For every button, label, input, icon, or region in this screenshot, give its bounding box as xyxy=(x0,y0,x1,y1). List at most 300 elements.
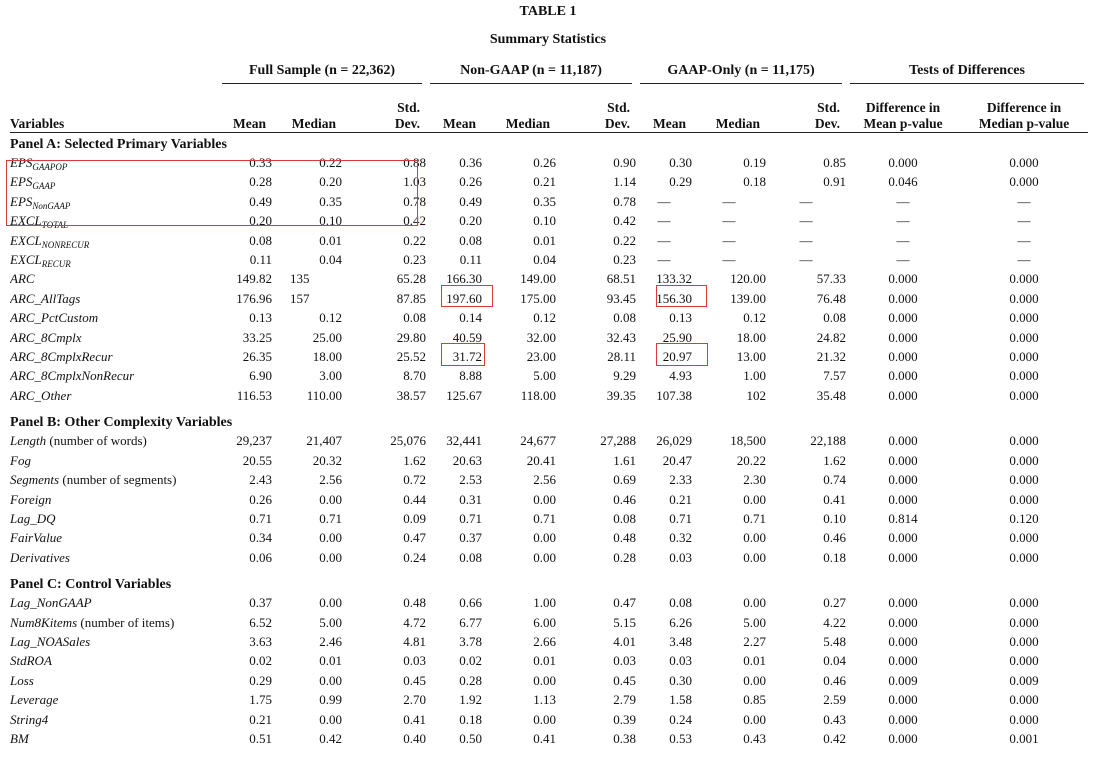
variable-name: $EXCL_{RECUR}$ xyxy=(10,252,71,270)
table-row xyxy=(10,729,1088,748)
cell-go-median: — xyxy=(722,252,736,268)
cell-go-median: 0.43 xyxy=(743,730,767,746)
cell-ng-std: 93.45 xyxy=(606,290,637,306)
cell-diff-median-p: 0.000 xyxy=(1009,452,1039,468)
cell-ng-median: 0.26 xyxy=(533,155,557,170)
cell-ng-mean: 0.14 xyxy=(459,310,483,326)
cell-full-std: 0.23 xyxy=(403,252,427,268)
cell-go-std: 0.43 xyxy=(823,711,847,727)
cell-ng-mean: 0.02 xyxy=(459,653,483,669)
cell-full-mean: 0.20 xyxy=(249,213,272,229)
cell-full-median: 0.71 xyxy=(319,510,342,526)
cell-full-median: 0.00 xyxy=(319,711,342,727)
cell-go-std: 7.57 xyxy=(823,368,847,384)
cell-full-mean: 2.43 xyxy=(249,472,272,488)
cell-ng-mean: 197.60 xyxy=(446,290,483,306)
cell-diff-median-p: 0.000 xyxy=(1009,368,1039,384)
cell-diff-mean-p: 0.000 xyxy=(888,433,918,449)
cell-diff-median-p: 0.000 xyxy=(1009,155,1039,170)
variable-name: Fog xyxy=(10,452,31,468)
cell-full-std: 29.80 xyxy=(396,329,427,345)
cell-ng-std: 0.38 xyxy=(613,730,637,746)
cell-full-mean: 6.52 xyxy=(249,614,272,630)
group-full-sample: Full Sample (n = 22,362) xyxy=(218,60,426,86)
variable-name: FairValue xyxy=(10,530,62,546)
panel-header-row xyxy=(10,133,1088,154)
cell-ng-std: 39.35 xyxy=(606,387,637,403)
cell-ng-median: 0.04 xyxy=(533,252,557,268)
table-row xyxy=(10,528,1088,547)
cell-full-std: 0.72 xyxy=(403,472,427,488)
cell-go-mean: — xyxy=(657,213,671,229)
cell-ng-median: 175.00 xyxy=(520,290,557,306)
cell-diff-mean-p: 0.000 xyxy=(888,368,918,384)
cell-diff-mean-p: 0.046 xyxy=(888,174,918,190)
cell-full-mean: 0.33 xyxy=(249,155,272,170)
group-non-gaap: Non-GAAP (n = 11,187) xyxy=(426,60,636,86)
cell-ng-median: 0.00 xyxy=(533,549,557,565)
cell-go-mean: 1.58 xyxy=(669,692,693,708)
cell-full-mean: 20.55 xyxy=(242,452,272,468)
cell-ng-mean: 0.31 xyxy=(459,491,483,507)
cell-ng-std: 9.29 xyxy=(613,368,637,384)
cell-ng-std: 1.61 xyxy=(613,452,637,468)
table-row xyxy=(10,632,1088,651)
group-gaap-only: GAAP-Only (n = 11,175) xyxy=(636,60,846,86)
cell-full-std: 0.78 xyxy=(403,193,427,209)
cell-go-mean: 0.24 xyxy=(669,711,693,727)
cell-full-std: 0.40 xyxy=(403,730,427,746)
table-row xyxy=(10,269,1088,288)
highlight-box-arc-nongaap xyxy=(441,285,493,307)
cell-go-mean: 0.03 xyxy=(669,653,693,669)
cell-go-mean: 0.71 xyxy=(669,510,693,526)
cell-full-median: 2.46 xyxy=(319,633,342,649)
cell-ng-mean: 0.37 xyxy=(459,530,483,546)
group-tests-of-differences: Tests of Differences xyxy=(846,60,1088,86)
col-median: Median xyxy=(692,86,766,133)
col-variables: Variables xyxy=(10,86,218,133)
cell-go-mean: 6.26 xyxy=(669,614,693,630)
cell-go-median: 102 xyxy=(746,387,767,403)
cell-full-std: 1.03 xyxy=(403,174,427,190)
cell-diff-mean-p: 0.000 xyxy=(888,653,918,669)
cell-go-median: 0.01 xyxy=(743,653,767,669)
cell-full-std: 0.44 xyxy=(403,491,427,507)
cell-full-mean: 0.37 xyxy=(249,595,272,611)
cell-ng-std: 0.08 xyxy=(613,310,637,326)
col-std-dev: Std. Dev. xyxy=(342,86,426,133)
cell-diff-mean-p: 0.000 xyxy=(888,711,918,727)
cell-go-mean: 3.48 xyxy=(669,633,693,649)
cell-diff-mean-p: — xyxy=(896,232,910,248)
variable-name: ARC_AllTags xyxy=(10,290,81,306)
cell-diff-median-p: 0.000 xyxy=(1009,711,1039,727)
panel-title: Panel A: Selected Primary Variables xyxy=(10,137,227,152)
table-row xyxy=(10,593,1088,612)
cell-full-mean: 0.02 xyxy=(249,653,272,669)
cell-ng-median: 23.00 xyxy=(526,349,557,365)
cell-full-median: 0.99 xyxy=(319,692,342,708)
variable-name: ARC_8CmplxNonRecur xyxy=(10,368,135,384)
table-row xyxy=(10,289,1088,308)
cell-full-mean: 0.08 xyxy=(249,232,272,248)
variable-name: StdROA xyxy=(10,653,52,669)
cell-ng-mean: 0.49 xyxy=(459,193,483,209)
cell-full-mean: 1.75 xyxy=(249,692,272,708)
cell-diff-mean-p: 0.000 xyxy=(888,155,918,170)
cell-full-mean: 29,237 xyxy=(236,433,272,449)
cell-go-median: 2.27 xyxy=(743,633,767,649)
cell-go-std: 0.27 xyxy=(823,595,847,611)
cell-ng-mean: 0.08 xyxy=(459,549,483,565)
cell-go-mean: — xyxy=(657,193,671,209)
cell-full-std: 2.70 xyxy=(403,692,427,708)
cell-full-median: 21,407 xyxy=(306,433,342,449)
cell-ng-std: 68.51 xyxy=(606,271,637,287)
cell-ng-median: 2.66 xyxy=(533,633,557,649)
cell-ng-mean: 0.26 xyxy=(459,174,483,190)
cell-go-mean: 0.03 xyxy=(669,549,693,565)
cell-full-mean: 0.06 xyxy=(249,549,272,565)
cell-full-mean: 116.53 xyxy=(236,387,272,403)
cell-full-median: 0.01 xyxy=(319,653,342,669)
cell-ng-std: 28.11 xyxy=(607,349,637,365)
cell-go-median: 0.00 xyxy=(743,491,767,507)
cell-ng-median: 0.12 xyxy=(533,310,557,326)
cell-diff-mean-p: 0.000 xyxy=(888,491,918,507)
cell-diff-mean-p: 0.009 xyxy=(888,672,918,688)
cell-ng-median: 149.00 xyxy=(520,271,557,287)
cell-diff-median-p: 0.000 xyxy=(1009,310,1039,326)
table-row xyxy=(10,509,1088,528)
variable-name: ARC_Other xyxy=(10,387,72,403)
cell-diff-mean-p: 0.000 xyxy=(888,290,918,306)
highlight-box-eps xyxy=(6,160,418,226)
cell-full-std: 0.03 xyxy=(403,653,427,669)
cell-go-mean: 0.08 xyxy=(669,595,693,611)
variable-name: ARC_8CmplxRecur xyxy=(10,349,113,365)
cell-full-median: 20.32 xyxy=(312,452,342,468)
cell-go-mean: 20.97 xyxy=(662,349,693,365)
cell-go-mean: 107.38 xyxy=(656,387,693,403)
panel-title: Panel B: Other Complexity Variables xyxy=(10,415,233,431)
cell-ng-mean: 3.78 xyxy=(459,633,483,649)
cell-diff-median-p: 0.000 xyxy=(1009,329,1039,345)
cell-ng-mean: 32,441 xyxy=(446,433,483,449)
cell-diff-mean-p: 0.000 xyxy=(888,692,918,708)
cell-full-median: 135 xyxy=(290,271,310,287)
cell-go-std: — xyxy=(799,252,813,268)
cell-ng-mean: 0.36 xyxy=(459,155,483,170)
cell-ng-std: 0.90 xyxy=(613,155,637,170)
variable-name: BM xyxy=(10,730,29,746)
cell-full-median: 0.04 xyxy=(319,252,342,268)
cell-go-mean: 26,029 xyxy=(656,433,693,449)
cell-full-std: 0.08 xyxy=(403,310,427,326)
cell-full-mean: 0.28 xyxy=(249,174,272,190)
table-row xyxy=(10,308,1088,327)
cell-full-std: 25.52 xyxy=(396,349,427,365)
cell-go-median: 0.18 xyxy=(743,174,767,190)
cell-full-median: 3.00 xyxy=(319,368,342,384)
cell-full-std: 8.70 xyxy=(403,368,427,384)
cell-diff-median-p: — xyxy=(1017,193,1031,209)
cell-diff-median-p: — xyxy=(1017,252,1031,268)
cell-diff-mean-p: 0.000 xyxy=(888,614,918,630)
cell-ng-std: 0.47 xyxy=(613,595,637,611)
table-row xyxy=(10,451,1088,470)
cell-full-std: 0.42 xyxy=(403,213,427,229)
cell-diff-mean-p: 0.000 xyxy=(888,472,918,488)
variable-name: ARC_PctCustom xyxy=(10,310,99,326)
variable-name: ARC xyxy=(10,271,35,287)
variable-name: $EPS_{GAAP}$ xyxy=(10,174,56,192)
highlight-box-arc8cmplx-gaaponly xyxy=(656,343,708,366)
cell-full-std: 65.28 xyxy=(396,271,427,287)
cell-full-mean: 0.49 xyxy=(249,193,272,209)
cell-full-mean: 0.71 xyxy=(249,510,272,526)
cell-full-mean: 33.25 xyxy=(242,329,272,345)
cell-full-std: 0.24 xyxy=(403,549,427,565)
highlight-box-arc8cmplx-nongaap xyxy=(441,343,485,366)
cell-go-std: 0.46 xyxy=(823,530,847,546)
cell-full-std: 0.48 xyxy=(403,595,427,611)
cell-diff-mean-p: 0.000 xyxy=(888,387,918,403)
cell-go-mean: 156.30 xyxy=(656,290,693,306)
cell-diff-mean-p: 0.000 xyxy=(888,349,918,365)
cell-go-median: — xyxy=(722,232,736,248)
cell-full-median: 0.01 xyxy=(319,232,342,248)
cell-go-mean: 4.93 xyxy=(669,368,693,384)
variable-name: Length (number of words) xyxy=(10,433,147,449)
cell-full-std: 4.72 xyxy=(403,614,427,630)
cell-ng-mean: 0.18 xyxy=(459,711,483,727)
cell-go-mean: 25.90 xyxy=(662,329,693,345)
cell-full-mean: 26.35 xyxy=(242,349,272,365)
cell-go-std: 57.33 xyxy=(816,271,847,287)
cell-ng-std: 0.39 xyxy=(613,711,637,727)
cell-go-median: 0.00 xyxy=(743,549,767,565)
cell-ng-median: 0.10 xyxy=(533,213,557,229)
cell-full-mean: 0.26 xyxy=(249,491,272,507)
cell-ng-median: 0.21 xyxy=(533,174,557,190)
cell-ng-median: 0.35 xyxy=(533,193,557,209)
cell-ng-std: 0.78 xyxy=(613,193,637,209)
cell-ng-median: 118.00 xyxy=(520,387,557,403)
cell-diff-mean-p: 0.000 xyxy=(888,310,918,326)
group-header-row xyxy=(10,60,1088,86)
cell-go-median: 13.00 xyxy=(736,349,767,365)
cell-diff-mean-p: 0.000 xyxy=(888,595,918,611)
cell-diff-median-p: 0.000 xyxy=(1009,349,1039,365)
cell-diff-median-p: 0.000 xyxy=(1009,491,1039,507)
cell-full-mean: 176.96 xyxy=(236,290,272,306)
cell-diff-mean-p: 0.000 xyxy=(888,329,918,345)
cell-diff-median-p: 0.000 xyxy=(1009,614,1039,630)
cell-ng-median: 2.56 xyxy=(533,472,557,488)
variable-name: Foreign xyxy=(10,491,52,507)
cell-full-std: 0.22 xyxy=(403,232,427,248)
cell-ng-mean: 20.63 xyxy=(452,452,483,468)
cell-go-median: 1.00 xyxy=(743,368,767,384)
cell-full-mean: 0.34 xyxy=(249,530,272,546)
cell-go-median: 139.00 xyxy=(730,290,767,306)
cell-go-std: 4.22 xyxy=(823,614,847,630)
cell-go-std: 0.04 xyxy=(823,653,847,669)
cell-ng-median: 5.00 xyxy=(533,368,557,384)
col-std-dev: Std. Dev. xyxy=(766,86,846,133)
cell-go-median: 0.00 xyxy=(743,711,767,727)
col-median: Median xyxy=(272,86,342,133)
cell-go-std: — xyxy=(799,213,813,229)
cell-full-median: 0.10 xyxy=(319,213,342,229)
cell-full-median: 0.12 xyxy=(319,310,342,326)
cell-ng-mean: 6.77 xyxy=(459,614,483,630)
col-mean: Mean xyxy=(426,86,482,133)
cell-full-mean: 0.21 xyxy=(249,711,272,727)
panel-header-row xyxy=(10,405,1088,431)
table-row xyxy=(10,490,1088,509)
cell-full-median: 0.35 xyxy=(319,193,342,209)
cell-full-mean: 3.63 xyxy=(249,633,272,649)
cell-diff-mean-p: 0.000 xyxy=(888,271,918,287)
cell-ng-std: 0.45 xyxy=(613,672,637,688)
cell-ng-mean: 0.50 xyxy=(459,730,483,746)
cell-ng-std: 0.42 xyxy=(613,213,637,229)
cell-ng-median: 6.00 xyxy=(533,614,557,630)
table-row xyxy=(10,431,1088,450)
cell-ng-mean: 0.20 xyxy=(459,213,483,229)
cell-full-median: 2.56 xyxy=(319,472,342,488)
table-row xyxy=(10,710,1088,729)
cell-go-mean: — xyxy=(657,232,671,248)
cell-go-std: — xyxy=(799,232,813,248)
cell-diff-mean-p: 0.000 xyxy=(888,549,918,565)
cell-full-median: 0.00 xyxy=(319,491,342,507)
cell-full-median: 0.22 xyxy=(319,155,342,170)
cell-diff-median-p: 0.000 xyxy=(1009,433,1039,449)
table-row xyxy=(10,250,1088,269)
cell-ng-mean: 166.30 xyxy=(446,271,483,287)
cell-ng-mean: 0.08 xyxy=(459,232,483,248)
cell-go-median: 0.00 xyxy=(743,530,767,546)
variable-name: $EXCL_{TOTAL}$ xyxy=(10,213,68,231)
cell-go-std: 0.42 xyxy=(823,730,847,746)
cell-go-std: — xyxy=(799,193,813,209)
cell-go-std: 76.48 xyxy=(816,290,847,306)
cell-go-median: 0.85 xyxy=(743,692,767,708)
cell-go-std: 22,188 xyxy=(810,433,847,449)
cell-go-mean: 0.21 xyxy=(669,491,693,507)
cell-go-mean: 133.32 xyxy=(656,271,693,287)
cell-ng-std: 1.14 xyxy=(613,174,637,190)
cell-diff-mean-p: 0.000 xyxy=(888,730,918,746)
cell-diff-mean-p: — xyxy=(896,213,910,229)
panel-title: Panel C: Control Variables xyxy=(10,577,172,593)
cell-ng-median: 1.00 xyxy=(533,595,557,611)
cell-full-median: 5.00 xyxy=(319,614,342,630)
cell-full-mean: 0.51 xyxy=(249,730,272,746)
cell-go-std: 0.46 xyxy=(823,672,847,688)
cell-diff-median-p: 0.000 xyxy=(1009,472,1039,488)
cell-diff-median-p: 0.001 xyxy=(1009,730,1039,746)
cell-diff-median-p: 0.000 xyxy=(1009,174,1039,190)
cell-ng-mean: 0.71 xyxy=(459,510,483,526)
cell-full-median: 0.00 xyxy=(319,549,342,565)
variable-name: Segments (number of segments) xyxy=(10,472,177,488)
cell-ng-std: 0.22 xyxy=(613,232,637,248)
cell-diff-median-p: 0.000 xyxy=(1009,692,1039,708)
cell-full-std: 0.45 xyxy=(403,672,427,688)
cell-go-median: 0.12 xyxy=(743,310,767,326)
cell-diff-median-p: — xyxy=(1017,213,1031,229)
cell-ng-mean: 0.11 xyxy=(459,252,483,268)
cell-ng-median: 32.00 xyxy=(526,329,557,345)
cell-full-mean: 0.29 xyxy=(249,672,272,688)
cell-ng-median: 0.00 xyxy=(533,530,557,546)
cell-full-median: 0.00 xyxy=(319,672,342,688)
variable-name: $EPS_{NonGAAP}$ xyxy=(10,193,71,211)
table-row xyxy=(10,690,1088,709)
cell-go-std: 0.08 xyxy=(823,310,847,326)
cell-ng-mean: 0.66 xyxy=(459,595,483,611)
cell-go-median: 0.71 xyxy=(743,510,767,526)
cell-full-std: 0.47 xyxy=(403,530,427,546)
cell-go-mean: 0.13 xyxy=(669,310,693,326)
cell-go-std: 0.18 xyxy=(823,549,847,565)
cell-ng-std: 0.48 xyxy=(613,530,637,546)
cell-go-std: 5.48 xyxy=(823,633,847,649)
col-diff-mean-p: Difference in Mean p-value xyxy=(846,86,960,133)
cell-ng-median: 0.41 xyxy=(533,730,557,746)
cell-go-median: 0.00 xyxy=(743,672,767,688)
table-row xyxy=(10,548,1088,567)
cell-full-median: 157 xyxy=(290,290,310,306)
cell-ng-mean: 0.28 xyxy=(459,672,483,688)
variable-name: Num8Kitems (number of items) xyxy=(10,614,175,630)
cell-ng-median: 0.01 xyxy=(533,232,557,248)
cell-full-median: 25.00 xyxy=(312,329,342,345)
cell-ng-median: 0.00 xyxy=(533,711,557,727)
cell-go-median: 0.19 xyxy=(743,155,767,170)
cell-ng-std: 0.03 xyxy=(613,653,637,669)
cell-ng-std: 27,288 xyxy=(600,433,637,449)
cell-full-mean: 0.13 xyxy=(249,310,272,326)
cell-full-std: 0.09 xyxy=(403,510,427,526)
table-row xyxy=(10,613,1088,632)
table-row xyxy=(10,231,1088,250)
cell-full-median: 0.42 xyxy=(319,730,342,746)
cell-full-mean: 0.11 xyxy=(249,252,272,268)
table-row xyxy=(10,366,1088,385)
cell-ng-median: 0.01 xyxy=(533,653,557,669)
cell-go-median: — xyxy=(722,193,736,209)
cell-full-std: 4.81 xyxy=(403,633,427,649)
cell-ng-std: 5.15 xyxy=(613,614,637,630)
cell-diff-median-p: 0.009 xyxy=(1009,672,1039,688)
cell-go-std: 0.91 xyxy=(823,174,847,190)
cell-go-median: 18.00 xyxy=(736,329,767,345)
table-title: TABLE 1 xyxy=(519,4,577,19)
cell-diff-mean-p: 0.000 xyxy=(888,633,918,649)
cell-go-mean: — xyxy=(657,252,671,268)
highlight-box-arc-gaaponly xyxy=(656,285,707,307)
cell-ng-median: 0.00 xyxy=(533,491,557,507)
table-row xyxy=(10,386,1088,405)
cell-go-median: 18,500 xyxy=(730,433,767,449)
cell-diff-median-p: 0.000 xyxy=(1009,271,1039,287)
